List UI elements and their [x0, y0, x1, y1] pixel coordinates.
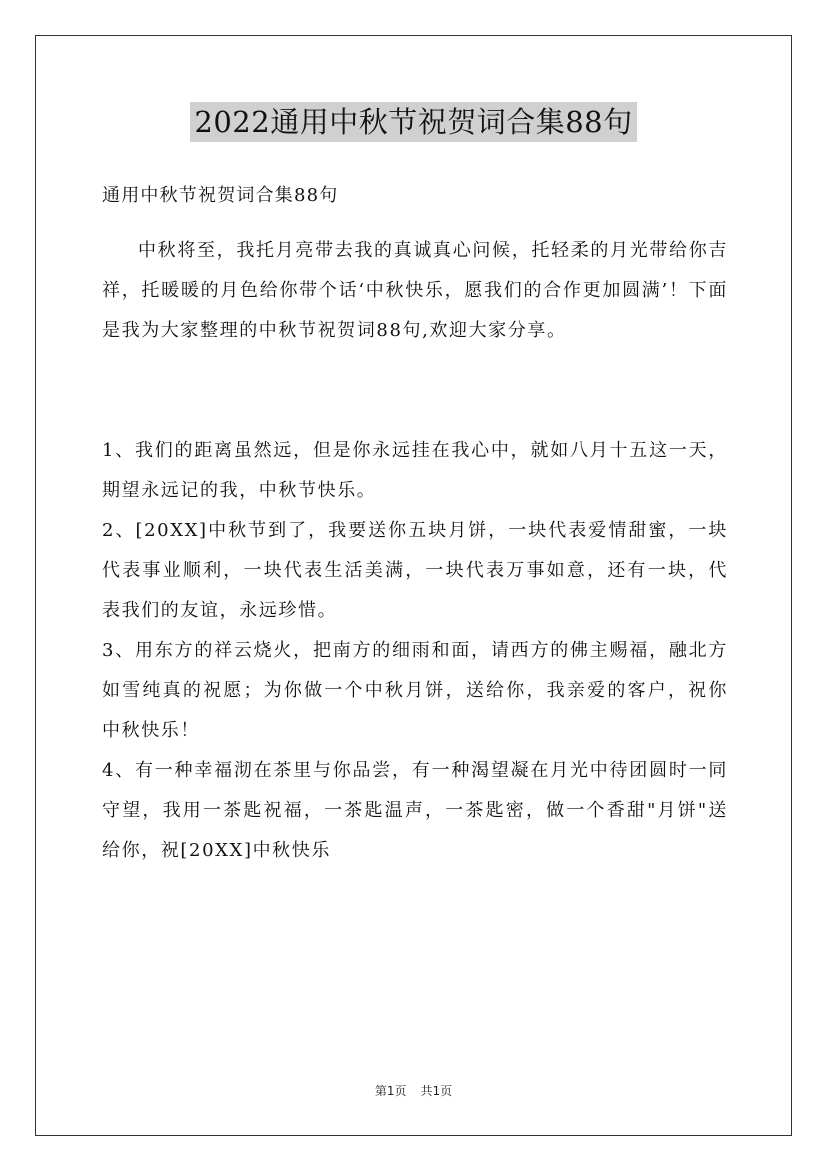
page-count: 共1页 — [420, 1084, 453, 1098]
greeting-item: 2、[20XX]中秋节到了，我要送你五块月饼，一块代表爱情甜蜜，一块代表事业顺利，一块代表生活美满，一块代表万事如意，还有一块，代表我们的友谊，永远珍惜。 — [102, 520, 728, 621]
greeting-item: 4、有一种幸福沏在茶里与你品尝，有一种渴望凝在月光中待团圆时一同守望，我用一茶匙祝福，一茶匙温声，一茶匙密，做一个香甜"月饼"送给你，祝[20XX]中秋快乐 — [102, 760, 728, 861]
title-container — [0, 102, 827, 142]
greeting-item: 1、我们的距离虽然远，但是你永远挂在我心中，就如八月十五这一天，期望永远记的我，中秋节快乐。 — [102, 440, 728, 501]
intro-paragraph: 中秋将至，我托月亮带去我的真诚真心问候，托轻柔的月光带给你吉祥，托暖暖的月色给你带个话‘中秋快乐，愿我们的合作更加圆满’！下面是我为大家整理的中秋节祝贺词88句,欢迎大家分享。 — [102, 240, 728, 341]
page-number: 第1页 — [374, 1084, 407, 1098]
greeting-item: 3、用东方的祥云烧火，把南方的细雨和面，请西方的佛主赐福，融北方如雪纯真的祝愿；为你做一个中秋月饼，送给你，我亲爱的客户，祝你中秋快乐！ — [102, 640, 728, 741]
document-title: 2022通用中秋节祝贺词合集88句 — [190, 102, 636, 142]
page-footer — [0, 1082, 827, 1099]
document-subtitle: 通用中秋节祝贺词合集88句 — [102, 185, 339, 206]
document-body — [102, 176, 728, 871]
